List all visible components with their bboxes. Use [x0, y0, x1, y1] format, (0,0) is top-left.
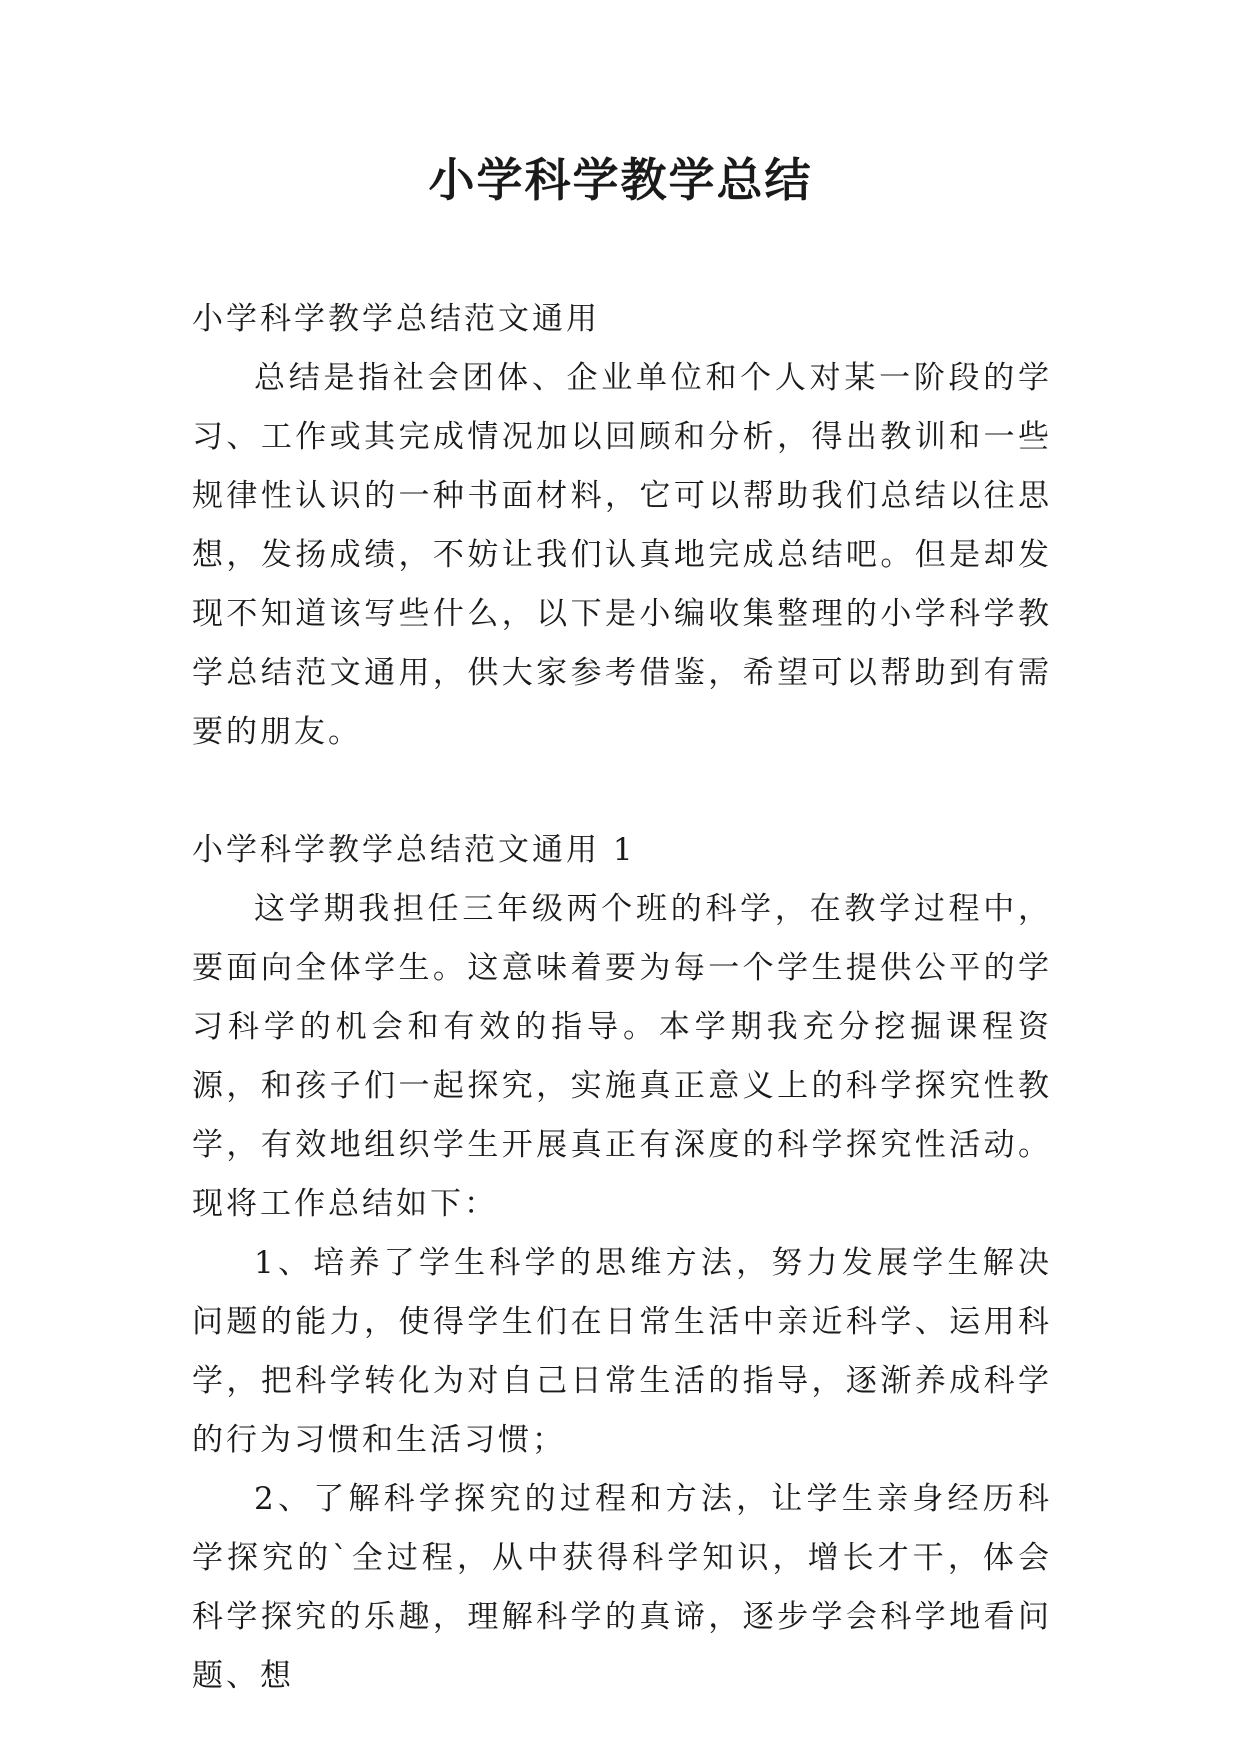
- document-title: 小学科学教学总结: [428, 153, 813, 207]
- section-1-heading: 小学科学教学总结范文通用 1: [192, 832, 636, 868]
- section-spacer: [192, 762, 1052, 821]
- intro-heading: 小学科学教学总结范文通用: [192, 301, 600, 337]
- intro-paragraph: 总结是指社会团体、企业单位和个人对某一阶段的学习、工作或其完成情况加以回顾和分析，得出教训和一些规律性认识的一种书面材料，它可以帮助我们总结以往思想，发扬成绩，不妨让我们认真地完成总结吧。但是却发现不知道该写些什么，以下是小编收集整理的小学科学教学总结范文通用，供大家参考借鉴，希望可以帮助到有需要的朋友。: [192, 360, 1052, 750]
- section-1-paragraph-2: 1、培养了学生科学的思维方法，努力发展学生解决问题的能力，使得学生们在日常生活中亲近科学、运用科学，把科学转化为对自己日常生活的指导，逐渐养成科学的行为习惯和生活习惯；: [192, 1245, 1052, 1458]
- section-1-paragraph-3: 2、了解科学探究的过程和方法，让学生亲身经历科学探究的`全过程，从中获得科学知识，增长才干，体会科学探究的乐趣，理解科学的真谛，逐步学会科学地看问题、想: [192, 1481, 1052, 1694]
- section-1-paragraph-1: 这学期我担任三年级两个班的科学，在教学过程中，要面向全体学生。这意味着要为每一个学生提供公平的学习科学的机会和有效的指导。本学期我充分挖掘课程资源，和孩子们一起探究，实施真正意义上的科学探究性教学，有效地组织学生开展真正有深度的科学探究性活动。现将工作总结如下：: [192, 891, 1052, 1222]
- document-body: [192, 290, 1052, 1706]
